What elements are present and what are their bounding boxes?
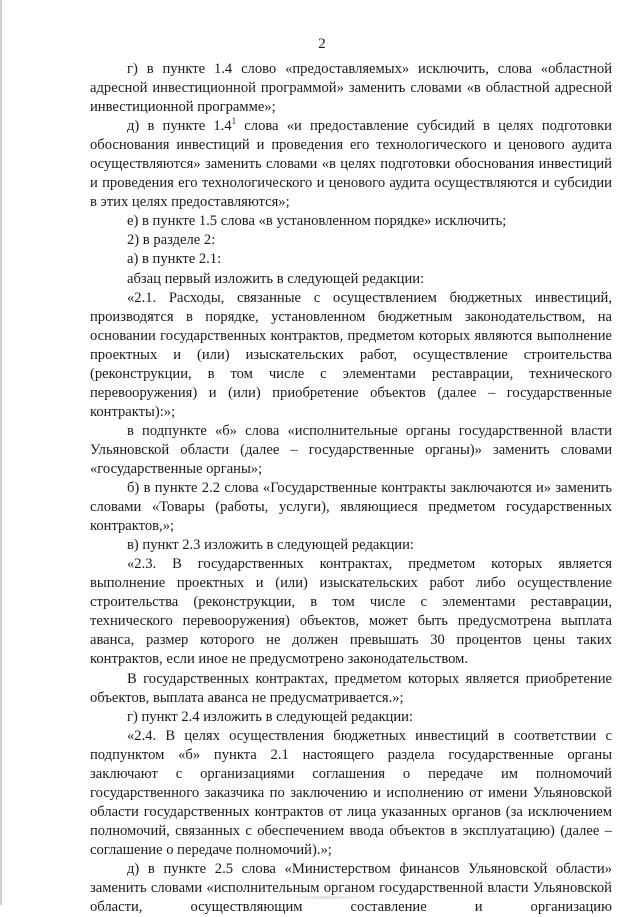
- paragraph-2-3-new-text: «2.3. В государственных контрактах, предметом которых является выполнение проектных и (или) изыскательских работ либо осуществление строительства (реконструкции, в том числе с элементами реставрации, технического перевооружения) объектов, может быть предусмотрена выплата аванса, размер которого не должен превышать 30 процентов цены таких контрактов, если иное не предусмотрено законодательством.: [90, 556, 612, 668]
- scan-artifact: [282, 896, 372, 899]
- paragraph-2-3-second-part: В государственных контрактах, предметом которых является приобретение объектов, выплата аванса не предусматривается.»;: [90, 670, 612, 706]
- first-paragraph-instruction: абзац первый изложить в следующей редакции:: [127, 270, 425, 287]
- paragraph-2-3-heading: в) пункт 2.3 изложить в следующей редакции:: [127, 537, 414, 554]
- paragraph-1-4-1-lead: д) в пункте 1.4: [127, 118, 232, 135]
- paragraph-2-4-heading: г) пункт 2.4 изложить в следующей редакции:: [127, 708, 414, 725]
- paragraph-2-1-new-text: «2.1. Расходы, связанные с осуществлением бюджетных инвестиций, производятся в порядке, установленном бюджетным законодательством, на основании государственных контрактов, предметом которых являются выполнение проектных и (или) изыскательских работ, осуществление строительства (реконструкции, в том числе с элементами реставрации, технического перевооружения) и (или) приобретение объектов (далее – государственные контракты):»;: [90, 289, 612, 420]
- subparagraph-b-amendment: в подпункте «б» слова «исполнительные органы государственной власти Ульяновской области (далее – государственные органы)» заменить словами «государственные органы»;: [90, 422, 612, 477]
- paragraph-2-4-new-text: «2.4. В целях осуществления бюджетных инвестиций в соответствии с подпунктом «б» пункта 2.1 настоящего раздела государственные органы заключают с организациями соглашения о передаче им полномочий государственного заказчика по заключению и исполнению от имени Ульяновской области государственных контрактов от лица указанных органов (за исключением полномочий, связанных с обеспечением ввода объектов в эксплуатацию) (далее – соглашение о передаче полномочий).»;: [90, 727, 612, 858]
- paragraph-1-4-1-amendment: [90, 117, 612, 212]
- page-number: 2: [318, 36, 326, 52]
- document-body: [90, 60, 612, 917]
- paragraph-1-4-1-rest: слова «и предоставление субсидий в целях подготовки обоснования инвестиций и проведения его технологического и ценового аудита осуществляются» заменить словами «в целях подготовки обоснования инвестиций и проведения его технологического и ценового аудита осуществляются и субсидии в этих целях предоставляются»;: [90, 118, 612, 211]
- paragraph-2-1-heading: а) в пункте 2.1:: [127, 251, 222, 268]
- paragraph-1-4-amendment: г) в пункте 1.4 слово «предоставляемых» исключить, слова «областной адресной инвестиционной программой» заменить словами «в областной адресной инвестиционной программе»;: [90, 61, 612, 116]
- paragraph-1-5-amendment: е) в пункте 1.5 слова «в установленном порядке» исключить;: [127, 213, 507, 230]
- paragraph-2-5-amendment: д) в пункте 2.5 слова «Министерством финансов Ульяновской области» заменить словами «исполнительным органом государственной власти Ульяновской области, осуществляющим составление и организацию: [90, 860, 612, 916]
- section-2-heading: 2) в разделе 2:: [127, 232, 216, 249]
- superscript-number: 1: [231, 116, 237, 127]
- paragraph-2-2-amendment: б) в пункте 2.2 слова «Государственные контракты заключаются и» заменить словами «Товары (работы, услуги), являющиеся предметом государственных контрактов,»;: [90, 480, 612, 535]
